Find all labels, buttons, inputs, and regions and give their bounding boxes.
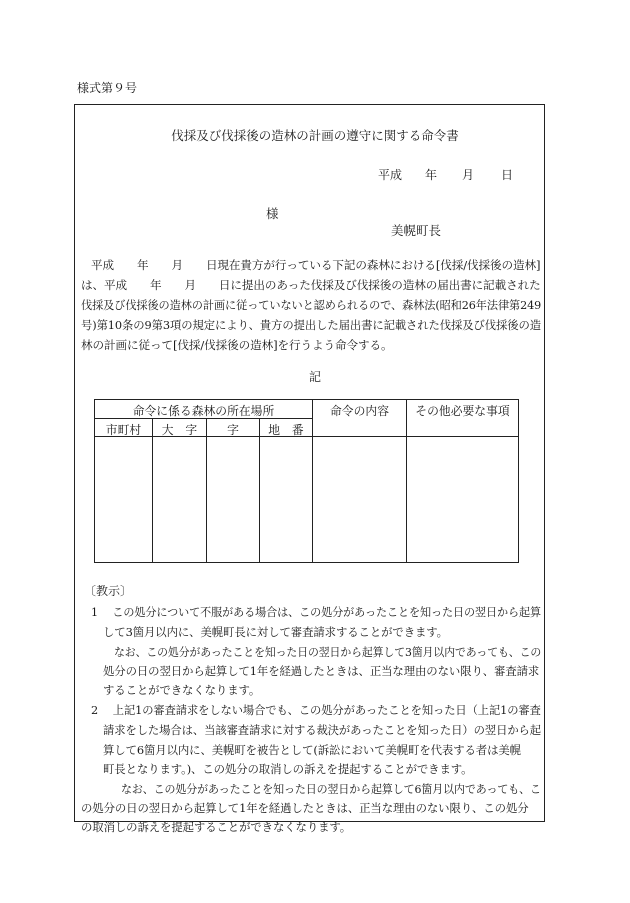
instruction-line: なお、この処分があったことを知った日の翌日から起算して3箇月以内であっても、この	[114, 645, 542, 659]
header-order-content: 命令の内容	[330, 404, 389, 418]
instruction-line: 町長となります。)、この処分の取消しの訴えを提起することができます。	[103, 762, 473, 776]
date-era: 平成	[378, 168, 403, 182]
body-line: 伐採及び伐採後の造林の計画に従っていないと認められるので、森林法(昭和26年法律第249	[81, 298, 542, 312]
issuer-name: 美幌町長	[391, 223, 442, 238]
body-line: は、平成 年 月 日に提出のあった伐採及び伐採後の造林の届出書に記載された	[81, 278, 541, 292]
ki-heading: 記	[308, 370, 321, 384]
body-line: 林の計画に従って[伐採/伐採後の造林]を行うよう命令する。	[81, 338, 393, 352]
header-forest-location: 命令に係る森林の所在場所	[132, 404, 275, 418]
header-oaza: 大 字	[161, 423, 198, 437]
instruction-line: して3箇月以内に、美幌町長に対して審査請求することができます。	[103, 625, 448, 639]
instruction-line: 算して6箇月以内に、美幌町を被告として(訴訟において美幌町を代表する者は美幌	[103, 743, 521, 757]
header-municipality: 市町村	[105, 423, 142, 437]
form-number: 様式第９号	[77, 81, 138, 95]
instruction-line: 2 上記1の審査請求をしない場合でも、この処分があったことを知った日（上記1の審査	[91, 703, 541, 717]
body-line: 平成 年 月 日現在貴方が行っている下記の森林における[伐採/伐採後の造林]	[91, 258, 541, 272]
instruction-line: なお、この処分があったことを知った日の翌日から起算して6箇月以内であっても、こ	[121, 782, 541, 796]
instruction-line: の取消しの訴えを提起することができなくなります。	[81, 820, 352, 834]
header-aza: 字	[227, 423, 239, 437]
issue-date	[378, 166, 513, 183]
instruction-line: の処分の日の翌日から起算して1年を経過したときは、正当な理由のない限り、この処分	[81, 801, 529, 815]
date-day: 日	[501, 168, 514, 182]
instruction-line: 請求をした場合は、当該審査請求に対する裁決があったことを知った日）の翌日から起	[103, 723, 542, 737]
instruction-line: 1 この処分について不服がある場合は、この処分があったことを知った日の翌日から起算	[91, 605, 541, 619]
instruction-line: することができなくなります。	[103, 683, 261, 697]
addressee-suffix: 様	[266, 206, 279, 221]
body-line: 号)第10条の9第3項の規定により、貴方の提出した届出書に記載された伐採及び伐採後の造	[81, 318, 541, 332]
document-title: 伐採及び伐採後の造林の計画の遵守に関する命令書	[171, 128, 459, 143]
header-other-matters: その他必要な事項	[415, 404, 510, 418]
date-year: 年	[425, 168, 438, 182]
forest-location-table	[94, 399, 519, 563]
instruction-line: 処分の日の翌日から起算して1年を経過したときは、正当な理由のない限り、審査請求	[103, 664, 540, 678]
date-month: 月	[462, 168, 475, 182]
instruction-heading: 〔教示〕	[84, 584, 133, 598]
header-lot-number: 地 番	[268, 423, 304, 437]
